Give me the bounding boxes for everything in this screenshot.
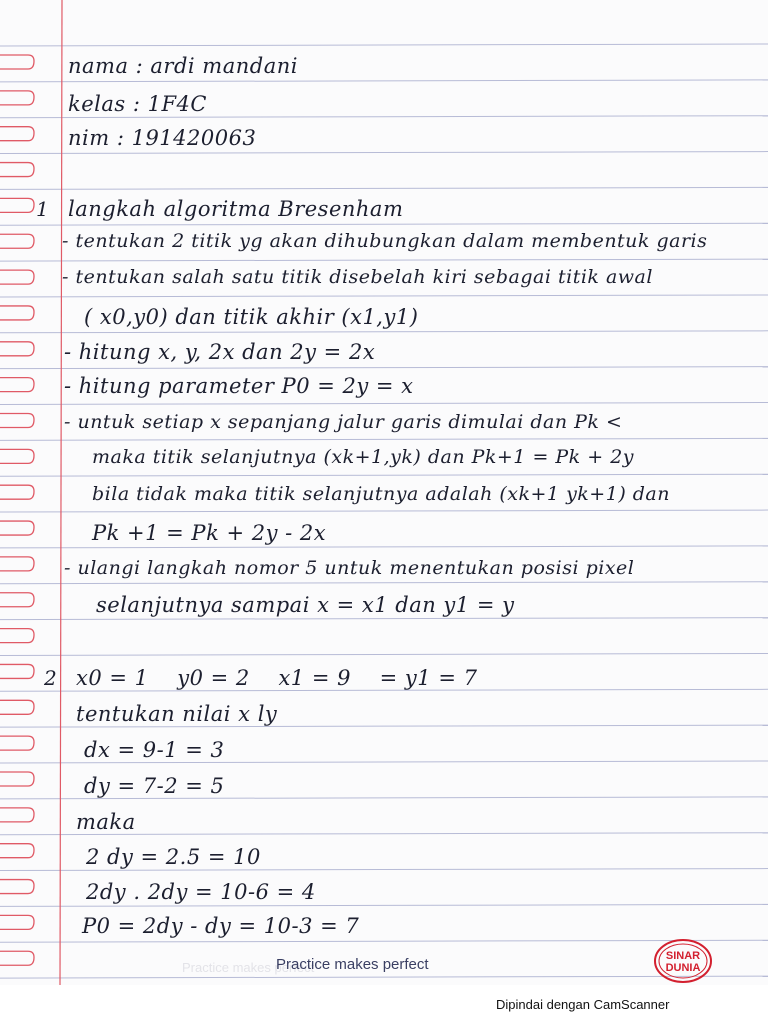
student-id-line: nim : 191420063	[68, 126, 257, 150]
q2-line: dy = 7-2 = 5	[84, 774, 225, 798]
q1-line: - untuk setiap x sepanjang jalur garis dimulai dan Pk <	[64, 411, 623, 433]
q2-line: dx = 9-1 = 3	[84, 738, 225, 762]
ruled-line	[0, 582, 768, 584]
camscanner-watermark: Dipindai dengan CamScanner	[496, 997, 670, 1012]
ruled-line	[0, 438, 768, 440]
binding-loop	[0, 234, 34, 248]
ruled-line	[0, 546, 768, 548]
binding-loop	[0, 91, 34, 105]
binding-loop	[0, 342, 34, 356]
ruled-line	[0, 152, 768, 154]
ruled-line	[0, 403, 768, 405]
q1-line: - tentukan 2 titik yg akan dihubungkan dalam membentuk garis	[62, 230, 708, 252]
footer-slogan: Practice makes perfect	[276, 956, 429, 973]
q2-line: maka	[76, 810, 136, 834]
ruled-line	[0, 618, 768, 620]
footer-ghost-text: Practice makes perfect	[182, 960, 315, 975]
binding-loop	[0, 378, 34, 392]
binding-loop	[0, 306, 34, 320]
binding-loop	[0, 521, 34, 535]
ruled-line	[0, 116, 768, 118]
q1-line: bila tidak maka titik selanjutnya adalah (xk+1 yk+1) dan	[92, 483, 670, 505]
q2-line: 2dy . 2dy = 10-6 = 4	[86, 880, 316, 904]
logo-text-dunia: DUNIA	[665, 962, 701, 974]
q2-line: P0 = 2dy - dy = 10-3 = 7	[82, 914, 360, 938]
ruled-line	[0, 331, 768, 333]
q1-line: selanjutnya sampai x = x1 dan y1 = y	[96, 593, 515, 617]
binding-loop	[0, 163, 34, 177]
binding-loop	[0, 449, 34, 463]
binding-loop	[0, 808, 34, 822]
binding-loop	[0, 485, 34, 499]
ruled-line	[0, 474, 768, 476]
q1-line: langkah algoritma Bresenham	[68, 197, 404, 221]
ruled-line	[0, 187, 768, 189]
ruled-line	[0, 259, 768, 261]
binding-loop	[0, 664, 34, 678]
binding-loop	[0, 772, 34, 786]
ruled-line	[0, 904, 768, 906]
q2-line: tentukan nilai x ly	[76, 702, 278, 726]
class-line: kelas : 1F4C	[68, 92, 207, 116]
binding-loop	[0, 736, 34, 750]
question-1-number: 1	[36, 197, 50, 221]
q1-line: - tentukan salah satu titik disebelah kiri sebagai titik awal	[62, 266, 653, 288]
binding-loop	[0, 557, 34, 571]
q1-line: - hitung parameter P0 = 2y = x	[64, 374, 414, 398]
binding-loop	[0, 593, 34, 607]
binding-loop	[0, 700, 34, 714]
q1-line: ( x0,y0) dan titik akhir (x1,y1)	[84, 305, 419, 329]
ruled-line	[0, 223, 768, 225]
question-2-number: 2	[44, 666, 58, 690]
name-line: nama : ardi mandani	[68, 54, 298, 78]
binding-loop	[0, 844, 34, 858]
binding-loop	[0, 270, 34, 284]
q1-line: - hitung x, y, 2x dan 2y = 2x	[64, 340, 376, 364]
q1-line: maka titik selanjutnya (xk+1,yk) dan Pk+1 = Pk + 2y	[92, 446, 635, 468]
q1-line: Pk +1 = Pk + 2y - 2x	[92, 521, 327, 545]
ruled-line	[0, 653, 768, 655]
binding-loop	[0, 198, 34, 212]
q1-line: - ulangi langkah nomor 5 untuk menentukan posisi pixel	[64, 557, 635, 579]
binding-loop	[0, 629, 34, 643]
binding-loop	[0, 915, 34, 929]
margin-line	[60, 0, 62, 985]
sinar-dunia-logo	[653, 938, 713, 984]
ruled-line	[0, 510, 768, 512]
ruled-line	[0, 367, 768, 369]
ruled-line	[0, 80, 768, 82]
ruled-line	[0, 44, 768, 46]
binding-loop	[0, 55, 34, 69]
binding-loop	[0, 880, 34, 894]
ruled-line	[0, 295, 768, 297]
binding-loop	[0, 127, 34, 141]
logo-text-sinar: SINAR	[665, 950, 701, 962]
q2-line: 2 dy = 2.5 = 10	[86, 845, 261, 869]
q2-line: x0 = 1 y0 = 2 x1 = 9 = y1 = 7	[76, 666, 478, 690]
binding-loop	[0, 951, 34, 965]
binding-loop	[0, 414, 34, 428]
